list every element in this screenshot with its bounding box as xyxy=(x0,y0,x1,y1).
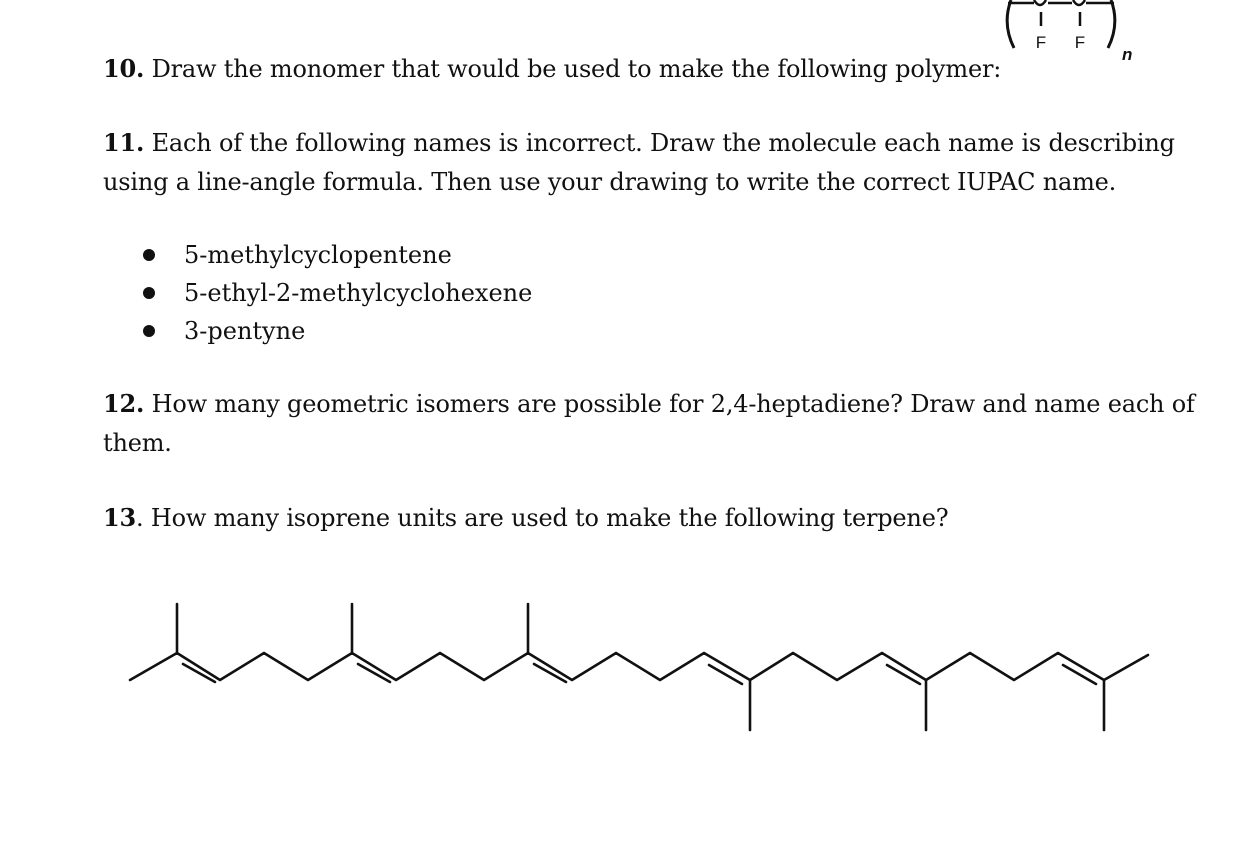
question-text: Draw the monomer that would be used to make the following polymer: xyxy=(144,55,1002,83)
bullet-icon xyxy=(143,287,155,299)
double-bond-line xyxy=(709,665,742,684)
question-13 xyxy=(103,498,948,538)
fluorine-label-2: F xyxy=(1074,33,1086,52)
list-item xyxy=(138,274,532,312)
fluorine-label-1: F xyxy=(1035,33,1047,52)
left-bracket xyxy=(1007,0,1014,48)
question-11 xyxy=(103,123,1193,202)
question-text: Each of the following names is incorrect. Draw the molecule each name is describing using a line-angle formula. Then use your drawing to write the correct IUPAC name. xyxy=(103,129,1175,196)
question-number: 10. xyxy=(103,54,145,83)
terpene-structure xyxy=(0,580,1240,740)
double-bond-line xyxy=(1063,665,1096,684)
question-12 xyxy=(103,384,1203,463)
compound-name: 5-methylcyclopentene xyxy=(184,241,452,269)
polymer-structure xyxy=(990,0,1140,70)
bullet-icon xyxy=(143,249,155,261)
question-number: 13 xyxy=(103,503,136,532)
question-number: 12. xyxy=(103,389,145,418)
bullet-icon xyxy=(143,325,155,337)
question-text: . How many isoprene units are used to make the following terpene? xyxy=(136,504,949,532)
list-item xyxy=(138,312,532,350)
question-number: 11. xyxy=(103,128,145,157)
compound-name: 3-pentyne xyxy=(184,317,306,345)
question-text: How many geometric isomers are possible for 2,4-heptadiene? Draw and name each of them. xyxy=(103,390,1195,457)
list-item xyxy=(138,236,532,274)
question-10 xyxy=(103,49,1001,89)
repeat-subscript: n xyxy=(1122,45,1133,64)
incorrect-names-list xyxy=(138,236,532,350)
compound-name: 5-ethyl-2-methylcyclohexene xyxy=(184,279,533,307)
right-bracket xyxy=(1108,0,1115,48)
terpene-main-chain xyxy=(130,653,1148,680)
